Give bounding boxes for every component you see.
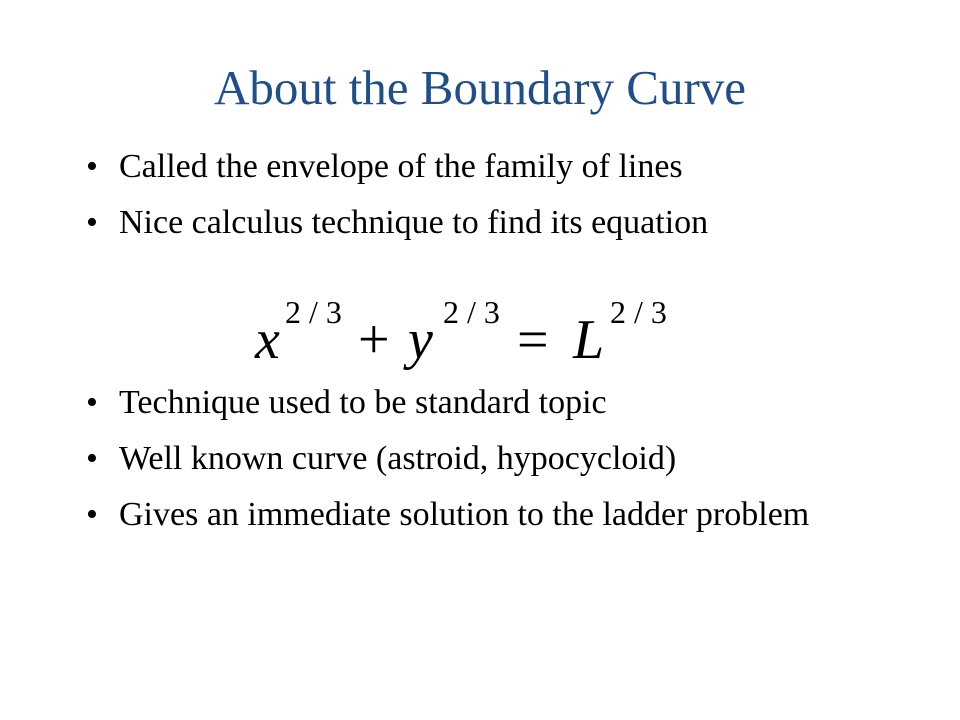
equation-exponent-y: 2 / 3	[443, 294, 500, 330]
bullet-text: Called the envelope of the family of lines	[119, 148, 683, 185]
bullet-item	[86, 203, 886, 243]
equation-var-L: L	[573, 309, 605, 371]
bullet-item	[86, 383, 886, 423]
bullet-marker: •	[86, 496, 98, 533]
bullet-item	[86, 439, 886, 479]
equation-var-y: y	[408, 309, 433, 371]
slide-title: About the Boundary Curve	[213, 60, 747, 115]
equation-exponent-x: 2 / 3	[285, 294, 342, 330]
bullet-marker: •	[86, 148, 98, 185]
bullet-text: Well known curve (astroid, hypocycloid)	[119, 440, 677, 477]
bullet-list-top	[86, 147, 886, 259]
bullet-marker: •	[86, 204, 98, 241]
bullet-item	[86, 495, 886, 535]
bullet-marker: •	[86, 384, 98, 421]
bullet-item	[86, 147, 886, 187]
equation-equals: =	[517, 309, 549, 371]
bullet-text: Nice calculus technique to find its equation	[119, 204, 709, 241]
bullet-text: Gives an immediate solution to the ladder problem	[119, 496, 810, 533]
astroid-equation	[255, 294, 675, 371]
bullet-list-bottom	[86, 383, 886, 551]
bullet-text: Technique used to be standard topic	[119, 384, 607, 421]
equation-exponent-L: 2 / 3	[610, 294, 667, 330]
equation-plus: +	[358, 309, 390, 371]
equation-var-x: x	[255, 309, 280, 371]
bullet-marker: •	[86, 440, 98, 477]
